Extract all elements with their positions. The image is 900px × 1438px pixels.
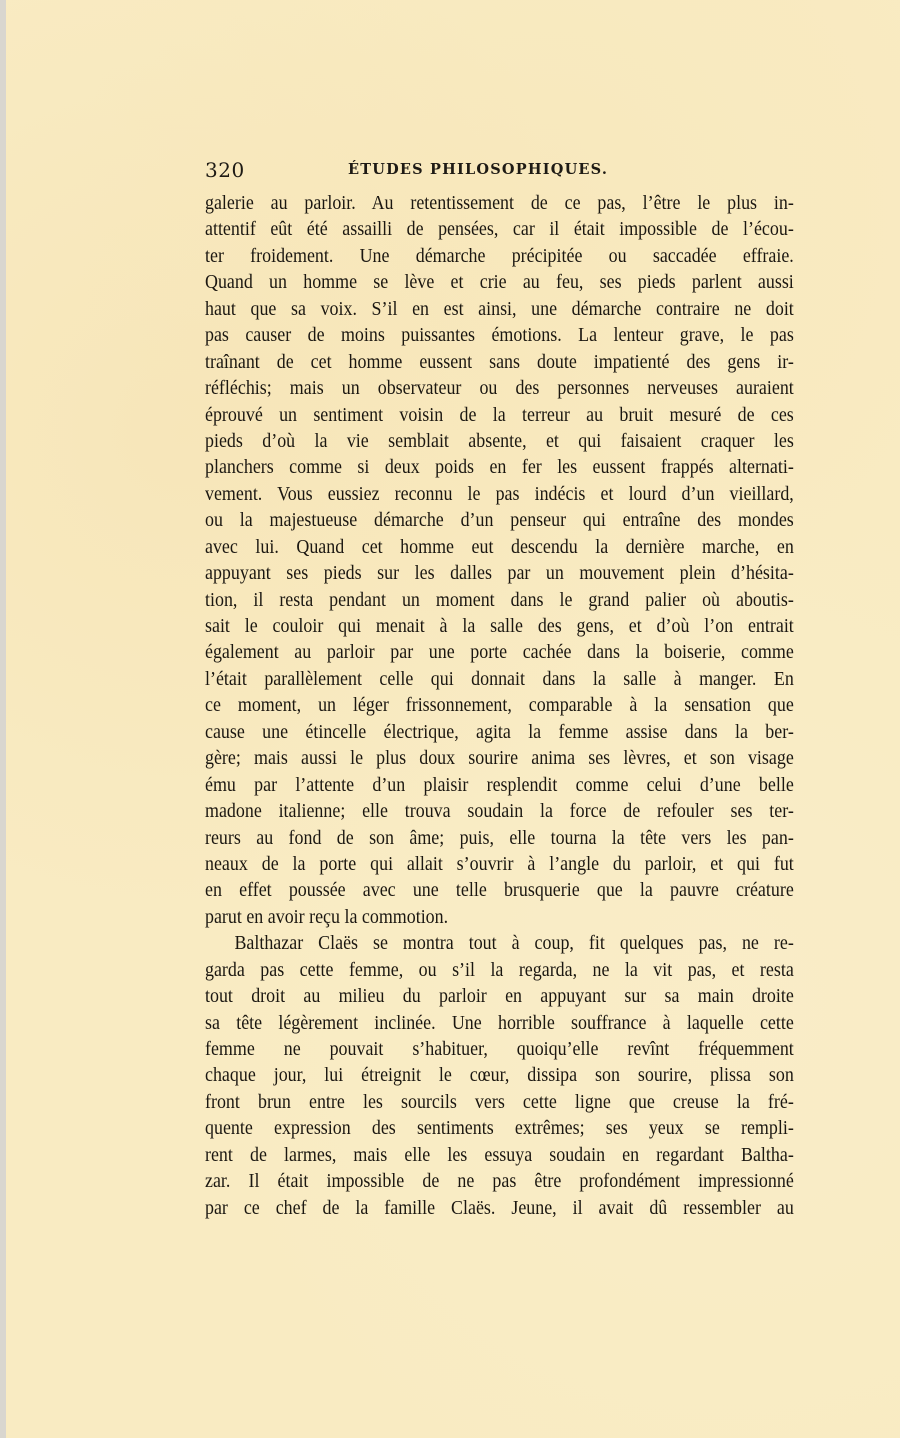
text-line: ému par l’attente d’un plaisir resplendit comme celui d’une belle bbox=[205, 774, 794, 796]
paragraph-2 bbox=[205, 931, 794, 1222]
text-line: pas causer de moins puissantes émotions. La lenteur grave, le pas bbox=[205, 325, 794, 347]
text-line: planchers comme si deux poids en fer les eussent frappés alternati- bbox=[205, 457, 794, 479]
text-line: ou la majestueuse démarche d’un penseur qui entraîne des mondes bbox=[205, 510, 794, 532]
text-line: rent de larmes, mais elle les essuya soudain en regardant Baltha- bbox=[205, 1144, 794, 1166]
book-page bbox=[6, 0, 900, 1438]
text-line: vement. Vous eussiez reconnu le pas indécis et lourd d’un vieillard, bbox=[205, 483, 794, 505]
text-line: en effet poussée avec une telle brusquerie que la pauvre créature bbox=[205, 880, 794, 902]
text-line: Balthazar Claës se montra tout à coup, fit quelques pas, ne re- bbox=[234, 933, 794, 955]
page-number: 320 bbox=[205, 158, 245, 182]
text-line: ce moment, un léger frissonnement, comparable à la sensation que bbox=[205, 695, 794, 717]
text-line: neaux de la porte qui allait s’ouvrir à l’angle du parloir, et qui fut bbox=[205, 853, 794, 875]
text-line: également au parloir par une porte cachée dans la boiserie, comme bbox=[205, 642, 794, 664]
text-line: attentif eût été assailli de pensées, car il était impossible de l’écou- bbox=[205, 219, 794, 241]
text-line: zar. Il était impossible de ne pas être profondément impressionné bbox=[205, 1171, 794, 1193]
text-line: garda pas cette femme, ou s’il la regarda, ne la vit pas, et resta bbox=[205, 959, 794, 981]
text-line: gère; mais aussi le plus doux sourire anima ses lèvres, et son visage bbox=[205, 748, 794, 770]
text-line: haut que sa voix. S’il en est ainsi, une démarche contraire ne doit bbox=[205, 298, 794, 320]
text-line: appuyant ses pieds sur les dalles par un mouvement plein d’hésita- bbox=[205, 563, 794, 585]
text-line: tion, il resta pendant un moment dans le grand palier où aboutis- bbox=[205, 589, 794, 611]
text-line: ter froidement. Une démarche précipitée ou saccadée effraie. bbox=[205, 245, 794, 267]
text-line: quente expression des sentiments extrêmes; ses yeux se rempli- bbox=[205, 1118, 794, 1140]
running-head bbox=[205, 158, 794, 184]
body-text bbox=[205, 191, 794, 1222]
text-line: front brun entre les sourcils vers cette ligne que creuse la fré- bbox=[205, 1091, 794, 1113]
paragraph-1 bbox=[205, 191, 794, 931]
text-line: reurs au fond de son âme; puis, elle tourna la tête vers les pan- bbox=[205, 827, 794, 849]
text-line: femme ne pouvait s’habituer, quoiqu’elle revînt fréquemment bbox=[205, 1039, 794, 1060]
text-line: madone italienne; elle trouva soudain la force de refouler ses ter- bbox=[205, 801, 794, 823]
text-line: sa tête légèrement inclinée. Une horrible souffrance à laquelle cette bbox=[205, 1012, 794, 1034]
text-line: tout droit au milieu du parloir en appuyant sur sa main droite bbox=[205, 986, 794, 1008]
text-line: par ce chef de la famille Claës. Jeune, il avait dû ressembler au bbox=[205, 1197, 794, 1219]
text-line: éprouvé un sentiment voisin de la terreur au bruit mesuré de ces bbox=[205, 404, 794, 426]
running-title: ÉTUDES PHILOSOPHIQUES. bbox=[348, 161, 609, 178]
text-line: avec lui. Quand cet homme eut descendu la dernière marche, en bbox=[205, 536, 794, 558]
text-line: galerie au parloir. Au retentissement de ce pas, l’être le plus in- bbox=[205, 193, 794, 214]
text-line: chaque jour, lui étreignit le cœur, dissipa son sourire, plissa son bbox=[205, 1065, 794, 1087]
text-line: l’était parallèlement celle qui donnait dans la salle à manger. En bbox=[205, 668, 794, 690]
text-line: traînant de cet homme eussent sans doute impatienté des gens ir- bbox=[205, 351, 794, 373]
text-line: cause une étincelle électrique, agita la femme assise dans la ber- bbox=[205, 721, 794, 743]
text-line: pieds d’où la vie semblait absente, et qui faisaient craquer les bbox=[205, 430, 794, 452]
text-line: parut en avoir reçu la commotion. bbox=[205, 906, 449, 928]
text-line: Quand un homme se lève et crie au feu, ses pieds parlent aussi bbox=[205, 272, 794, 294]
text-line: sait le couloir qui menait à la salle des gens, et d’où l’on entrait bbox=[205, 616, 794, 637]
text-line: réfléchis; mais un observateur ou des personnes nerveuses auraient bbox=[205, 378, 794, 400]
